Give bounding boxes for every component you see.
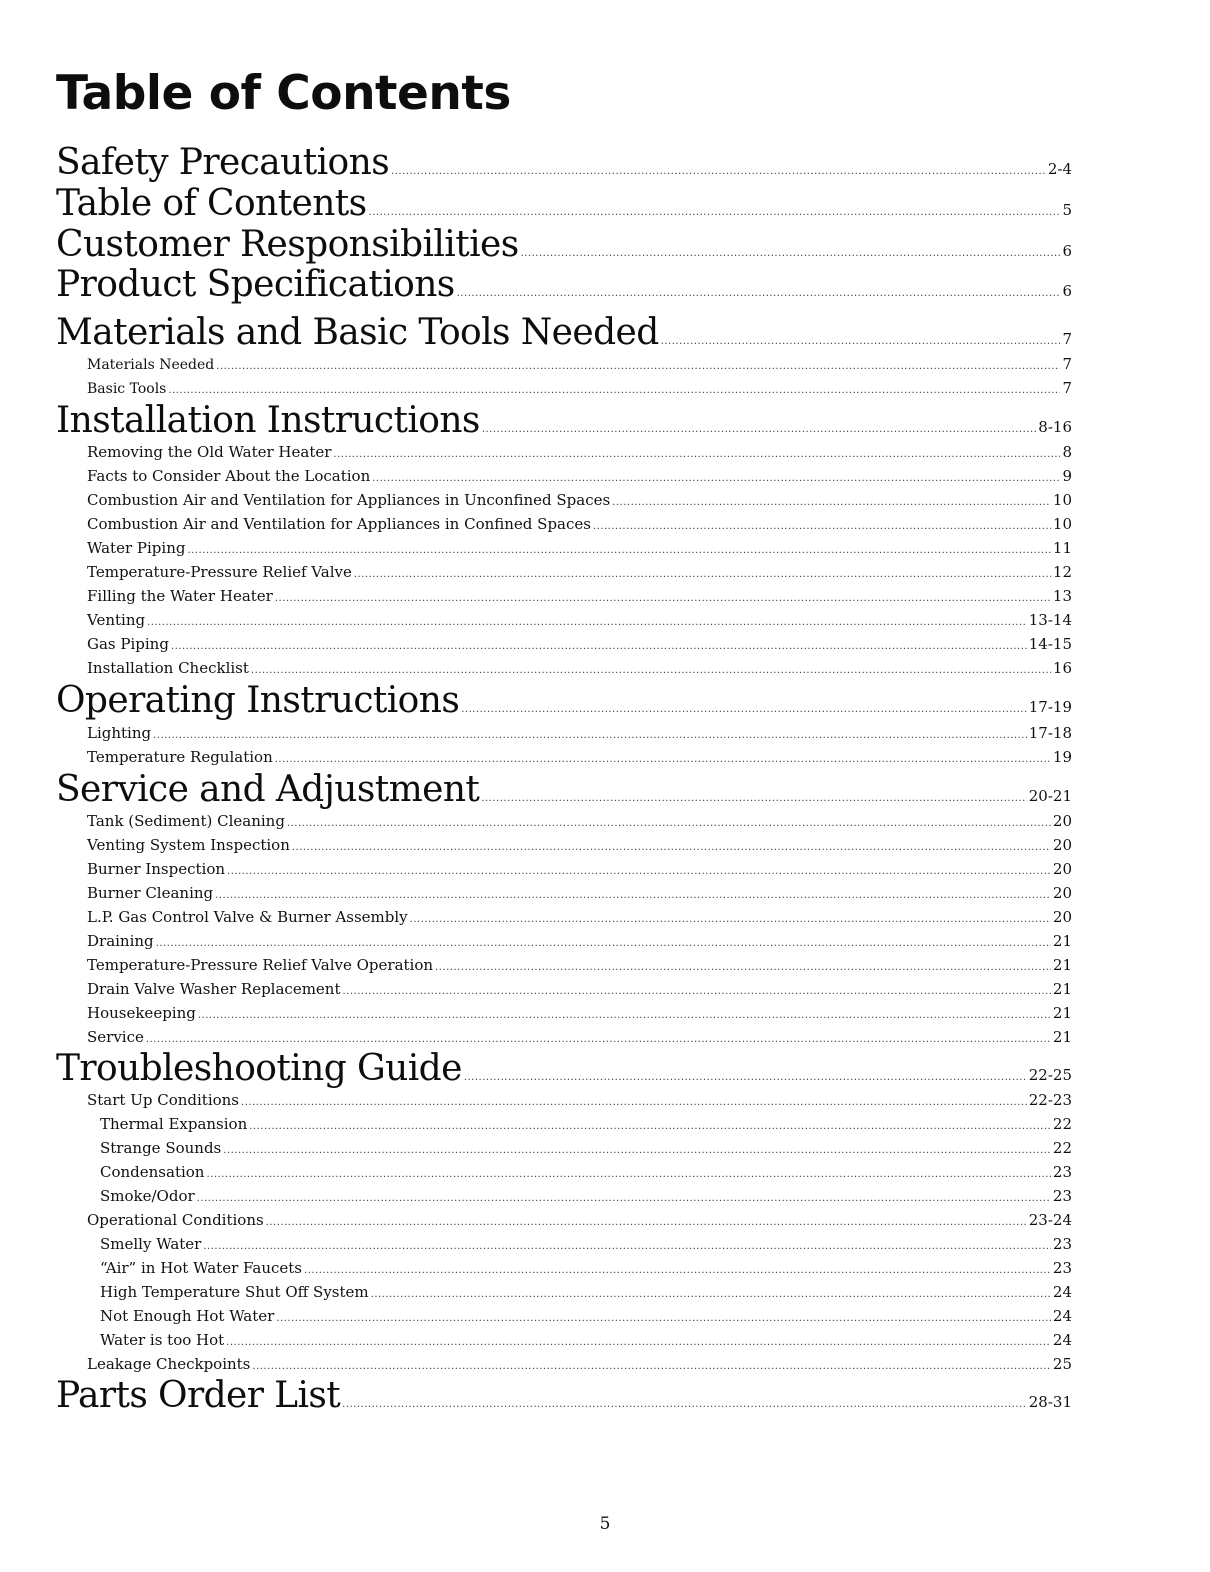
toc-subentry-label: Combustion Air and Ventilation for Appliances in Unconfined Spaces xyxy=(87,491,611,509)
toc-subentry-label: Materials Needed xyxy=(87,357,215,373)
toc-subentry-page: 13-14 xyxy=(1028,611,1072,629)
toc-subsubentry-label: Water is too Hot xyxy=(100,1331,225,1349)
toc-subentry-label: Burner Inspection xyxy=(87,860,226,878)
toc-subsubentry[interactable] xyxy=(0,1187,1072,1205)
toc-subentry-page: 20 xyxy=(1052,908,1072,926)
toc-entry-label: Service and Adjustment xyxy=(56,769,480,810)
toc-subentry[interactable] xyxy=(0,443,1072,461)
toc-subentry[interactable] xyxy=(0,884,1072,902)
toc-subentry[interactable] xyxy=(0,812,1072,830)
toc-entry-troubleshooting-guide[interactable] xyxy=(0,1048,1072,1089)
toc-subentry-label: Filling the Water Heater xyxy=(87,587,273,605)
toc-entry-label: Materials and Basic Tools Needed xyxy=(56,312,659,353)
toc-subentry-label: Installation Checklist xyxy=(87,659,249,677)
toc-subentry-page: 20 xyxy=(1052,884,1072,902)
toc-subsubentry-label: Thermal Expansion xyxy=(100,1115,248,1133)
toc-subentry[interactable] xyxy=(0,1028,1072,1046)
toc-subentry-page: 10 xyxy=(1052,491,1072,509)
toc-subentry-label: Gas Piping xyxy=(87,635,169,653)
toc-subsubentry-label: High Temperature Shut Off System xyxy=(100,1283,369,1301)
toc-subentry-page: 20 xyxy=(1052,812,1072,830)
toc-subsubentry[interactable] xyxy=(0,1115,1072,1133)
toc-subentry-page: 21 xyxy=(1052,932,1072,950)
toc-subsubentry-page: 23 xyxy=(1052,1235,1072,1253)
toc-entry-page: 6 xyxy=(1062,282,1072,300)
toc-subentry-label: Draining xyxy=(87,932,154,950)
toc-subentry-page: 12 xyxy=(1052,563,1072,581)
toc-subentry[interactable] xyxy=(0,659,1072,677)
toc-subentry[interactable] xyxy=(0,563,1072,581)
toc-subsubentry-page: 23 xyxy=(1052,1187,1072,1205)
toc-entry-page: 20-21 xyxy=(1028,787,1072,805)
toc-entry-installation-instructions[interactable] xyxy=(0,400,1072,441)
toc-subsubentry-label: Smelly Water xyxy=(100,1235,202,1253)
toc-entry-page: 28-31 xyxy=(1028,1393,1072,1411)
toc-subentry-page: 25 xyxy=(1052,1355,1072,1373)
toc-subentry-page: 20 xyxy=(1052,860,1072,878)
toc-subentry-page: 19 xyxy=(1052,748,1072,766)
toc-subentry[interactable] xyxy=(0,491,1072,509)
toc-subsubentry[interactable] xyxy=(0,1235,1072,1253)
toc-subentry[interactable] xyxy=(0,635,1072,653)
toc-subsubentry[interactable] xyxy=(0,1259,1072,1277)
toc-subentry-label: Removing the Old Water Heater xyxy=(87,443,332,461)
toc-entry-operating-instructions[interactable] xyxy=(0,680,1072,721)
toc-subsubentry-page: 24 xyxy=(1052,1331,1072,1349)
toc-subsubentry-page: 22 xyxy=(1052,1139,1072,1157)
toc-subsubentry-label: Not Enough Hot Water xyxy=(100,1307,275,1325)
toc-subsubentry-page: 23 xyxy=(1052,1259,1072,1277)
toc-subentry[interactable] xyxy=(0,587,1072,605)
toc-subentry-page: 21 xyxy=(1052,1028,1072,1046)
toc-entry-label: Troubleshooting Guide xyxy=(56,1048,462,1089)
toc-entry-label: Safety Precautions xyxy=(56,142,390,183)
toc-subentry-label: Leakage Checkpoints xyxy=(87,1355,251,1373)
toc-subentry-page: 17-18 xyxy=(1028,724,1072,742)
toc-subentry[interactable] xyxy=(0,1004,1072,1022)
toc-subentry-page: 13 xyxy=(1052,587,1072,605)
toc-entry-parts-order-list[interactable] xyxy=(0,1375,1072,1416)
toc-subentry[interactable] xyxy=(0,836,1072,854)
toc-entry-label: Parts Order List xyxy=(56,1375,341,1416)
toc-subentry-label: Tank (Sediment) Cleaning xyxy=(87,812,285,830)
toc-entry-page: 7 xyxy=(1062,330,1072,348)
toc-subsubentry[interactable] xyxy=(0,1163,1072,1181)
toc-subentry-label: Temperature Regulation xyxy=(87,748,273,766)
toc-subentry-label: Lighting xyxy=(87,724,152,742)
toc-subsubentry[interactable] xyxy=(0,1283,1072,1301)
toc-subentry[interactable] xyxy=(0,908,1072,926)
toc-subentry-page: 11 xyxy=(1052,539,1072,557)
toc-subentry[interactable] xyxy=(0,1355,1072,1373)
toc-subsubentry[interactable] xyxy=(0,1331,1072,1349)
toc-subentry-page: 14-15 xyxy=(1028,635,1072,653)
toc-entry-page: 17-19 xyxy=(1028,698,1072,716)
toc-subsubentry-page: 24 xyxy=(1052,1283,1072,1301)
toc-entry-page: 5 xyxy=(1062,201,1072,219)
toc-subentry[interactable] xyxy=(0,355,1072,373)
toc-subentry-label: L.P. Gas Control Valve & Burner Assembly xyxy=(87,908,408,926)
toc-subentry-label: Temperature-Pressure Relief Valve Operation xyxy=(87,956,434,974)
toc-subentry-label: Facts to Consider About the Location xyxy=(87,467,371,485)
toc-subsubentry-label: “Air” in Hot Water Faucets xyxy=(100,1259,303,1277)
toc-subentry-label: Operational Conditions xyxy=(87,1211,264,1229)
toc-subentry-page: 21 xyxy=(1052,956,1072,974)
toc-subentry-label: Start Up Conditions xyxy=(87,1091,240,1109)
toc-subsubentry[interactable] xyxy=(0,1139,1072,1157)
toc-entry-page: 8-16 xyxy=(1038,418,1072,436)
toc-subsubentry-page: 24 xyxy=(1052,1307,1072,1325)
page-number: 5 xyxy=(599,1514,611,1534)
toc-subentry[interactable] xyxy=(0,515,1072,533)
toc-subentry[interactable] xyxy=(0,467,1072,485)
toc-entry-safety-precautions[interactable] xyxy=(0,142,1072,183)
toc-subentry-page: 10 xyxy=(1052,515,1072,533)
toc-entry-service-and-adjustment[interactable] xyxy=(0,769,1072,810)
toc-subentry[interactable] xyxy=(0,860,1072,878)
toc-entry-label: Product Specifications xyxy=(56,264,455,305)
toc-subentry[interactable] xyxy=(0,1091,1072,1109)
toc-entry-label: Operating Instructions xyxy=(56,680,460,721)
toc-subentry[interactable] xyxy=(0,932,1072,950)
toc-entry-table-of-contents[interactable] xyxy=(0,183,1072,224)
toc-subentry-label: Venting System Inspection xyxy=(87,836,290,854)
toc-subentry[interactable] xyxy=(0,1211,1072,1229)
toc-entry-customer-responsibilities[interactable] xyxy=(0,224,1072,265)
toc-subentry-label: Venting xyxy=(87,611,146,629)
toc-subsubentry-page: 23 xyxy=(1052,1163,1072,1181)
toc-subentry[interactable] xyxy=(0,539,1072,557)
toc-entry-materials-and-basic-tools[interactable] xyxy=(0,312,1072,353)
toc-subentry[interactable] xyxy=(0,956,1072,974)
toc-subentry[interactable] xyxy=(0,724,1072,742)
toc-subentry[interactable] xyxy=(0,379,1072,397)
toc-entry-product-specifications[interactable] xyxy=(0,264,1072,305)
toc-subsubentry-label: Strange Sounds xyxy=(100,1139,222,1157)
toc-entry-label: Installation Instructions xyxy=(56,400,480,441)
toc-subentry-page: 16 xyxy=(1052,659,1072,677)
toc-subentry-label: Combustion Air and Ventilation for Appliances in Confined Spaces xyxy=(87,515,591,533)
toc-subentry-label: Drain Valve Washer Replacement xyxy=(87,980,341,998)
toc-entry-label: Table of Contents xyxy=(56,183,367,224)
toc-subsubentry-page: 22 xyxy=(1052,1115,1072,1133)
toc-subentry[interactable] xyxy=(0,980,1072,998)
toc-subsubentry[interactable] xyxy=(0,1307,1072,1325)
toc-subentry-page: 8 xyxy=(1062,443,1072,461)
toc-entry-label: Customer Responsibilities xyxy=(56,224,519,265)
toc-subentry-label: Water Piping xyxy=(87,539,186,557)
toc-entry-page: 6 xyxy=(1062,242,1072,260)
toc-subentry-label: Temperature-Pressure Relief Valve xyxy=(87,563,352,581)
toc-subentry-page: 7 xyxy=(1062,379,1072,397)
toc-subentry-page: 21 xyxy=(1052,1004,1072,1022)
page-title: Table of Contents xyxy=(56,66,511,121)
toc-entry-page: 22-25 xyxy=(1028,1066,1072,1084)
toc-subentry-page: 22-23 xyxy=(1028,1091,1072,1109)
toc-subentry-label: Service xyxy=(87,1028,144,1046)
toc-subentry-page: 21 xyxy=(1052,980,1072,998)
toc-subentry-label: Housekeeping xyxy=(87,1004,196,1022)
toc-subsubentry-label: Condensation xyxy=(100,1163,205,1181)
toc-subentry-page: 7 xyxy=(1062,355,1072,373)
toc-subentry-page: 23-24 xyxy=(1028,1211,1072,1229)
toc-subentry[interactable] xyxy=(0,611,1072,629)
toc-subentry-label: Burner Cleaning xyxy=(87,884,214,902)
toc-subentry-page: 20 xyxy=(1052,836,1072,854)
toc-subentry[interactable] xyxy=(0,748,1072,766)
toc-entry-page: 2-4 xyxy=(1047,160,1072,178)
toc-subentry-label: Basic Tools xyxy=(87,381,167,397)
toc-subsubentry-label: Smoke/Odor xyxy=(100,1187,195,1205)
toc-subentry-page: 9 xyxy=(1062,467,1072,485)
